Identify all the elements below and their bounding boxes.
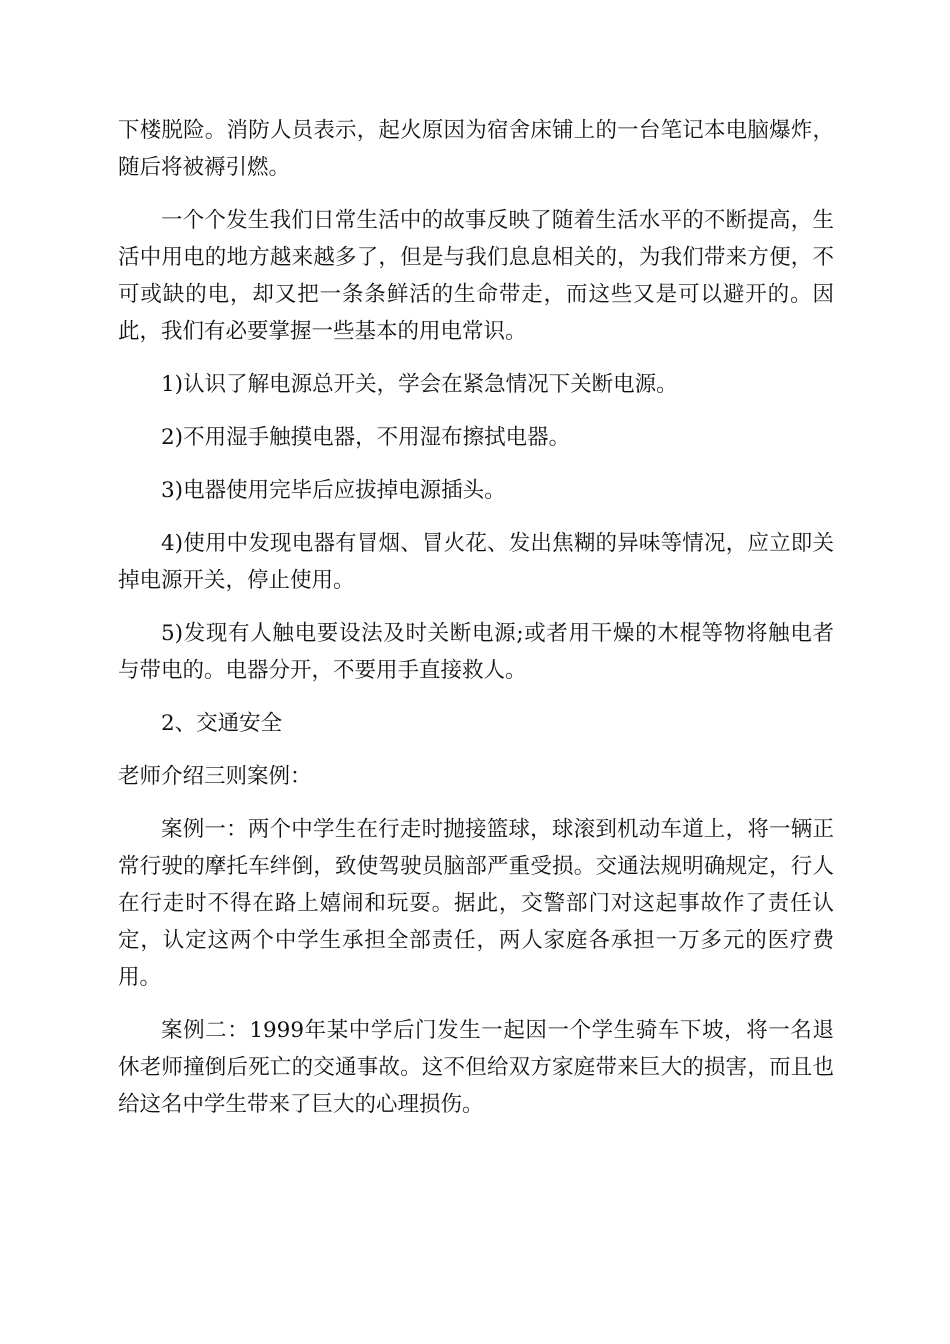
paragraph-case-one: 案例一：两个中学生在行走时抛接篮球，球滚到机动车道上，将一辆正常行驶的摩托车绊倒，致使驾驶员脑部严重受损。交通法规明确规定，行人在行走时不得在路上嬉闹和玩耍。据此，交警部门对这起事故作了责任认定，认定这两个中学生承担全部责任，两人家庭各承担一万多元的医疗费用。 bbox=[118, 817, 834, 990]
paragraph-electricity-intro: 一个个发生我们日常生活中的故事反映了随着生活水平的不断提高，生活中用电的地方越来越多了，但是与我们息息相关的，为我们带来方便，不可或缺的电，却又把一条条鲜活的生命带走，而这些又是可以避开的。因此，我们有必要掌握一些基本的用电常识。 bbox=[118, 208, 834, 344]
list-item-electric-tip-2: 2)不用湿手触摸电器，不用湿布擦拭电器。 bbox=[161, 425, 571, 450]
list-item-electric-tip-4: 4)使用中发现电器有冒烟、冒火花、发出焦糊的异味等情况，应立即关掉电源开关，停止使用。 bbox=[118, 531, 834, 593]
document-body bbox=[118, 112, 834, 1139]
paragraph-teacher-cases-intro: 老师介绍三则案例： bbox=[118, 764, 312, 789]
paragraph-fire-cause: 下楼脱险。消防人员表示，起火原因为宿舍床铺上的一台笔记本电脑爆炸，随后将被褥引燃。 bbox=[118, 118, 834, 180]
list-item-electric-tip-3: 3)电器使用完毕后应拔掉电源插头。 bbox=[161, 478, 506, 503]
list-item-electric-tip-1: 1)认识了解电源总开关，学会在紧急情况下关断电源。 bbox=[161, 372, 678, 397]
list-item-electric-tip-5: 5)发现有人触电要设法及时关断电源;或者用干燥的木棍等物将触电者与带电的。电器分开，不要用手直接救人。 bbox=[118, 621, 834, 683]
paragraph-case-two: 案例二：1999年某中学后门发生一起因一个学生骑车下坡，将一名退休老师撞倒后死亡的交通事故。这不但给双方家庭带来巨大的损害，而且也给这名中学生带来了巨大的心理损伤。 bbox=[118, 1018, 834, 1117]
section-heading-traffic-safety: 2、交通安全 bbox=[161, 711, 283, 736]
